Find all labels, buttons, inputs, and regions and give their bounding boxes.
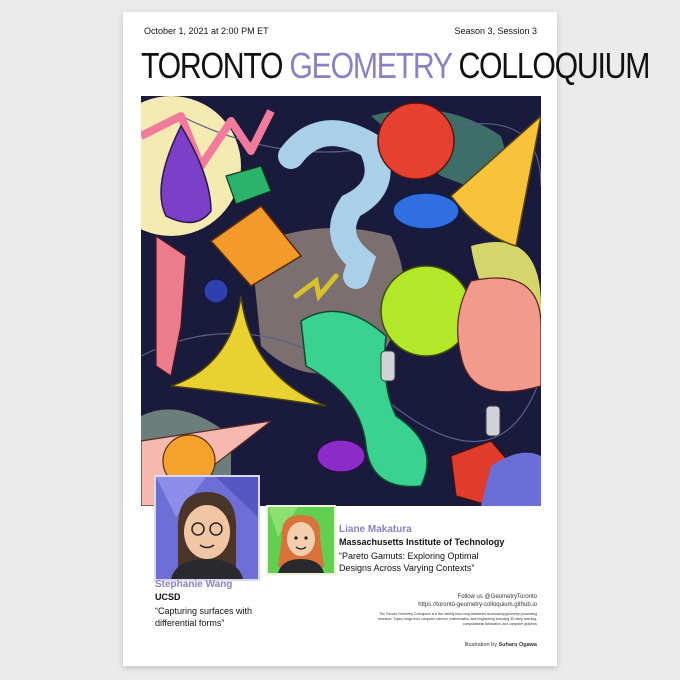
liane-makatura-portrait <box>266 505 336 575</box>
salmon-shell <box>458 278 541 392</box>
talk-line: Designs Across Varying Contexts” <box>339 563 475 573</box>
about-text: The Toronto Geometry Colloquium is a live weekly hour-long webseries showcasing geometry processing research. Topics range from computer science, mathematics, and engineering including 3D deep learning, computational fabrication, and computer graphics <box>378 612 537 626</box>
illustration-credit <box>367 642 537 648</box>
speaker-1-affiliation: UCSD <box>155 592 181 602</box>
speaker-2-name: Liane Makatura <box>339 524 412 535</box>
follow-info <box>367 593 537 609</box>
speaker-1-name: Stephanie Wang <box>155 579 233 590</box>
blue-cylinder <box>393 193 459 229</box>
robot <box>486 406 500 436</box>
purple-drum <box>317 440 365 472</box>
illustrator-name: Suharu Ogawa <box>498 642 537 648</box>
speaker-2-affiliation: Massachusetts Institute of Technology <box>339 537 505 547</box>
event-date: October 1, 2021 at 2:00 PM ET <box>144 26 269 36</box>
speaker-1-talk-title <box>155 605 252 629</box>
pink-ribbon <box>156 236 186 376</box>
talk-line: differential forms” <box>155 618 225 628</box>
red-sphere <box>378 103 454 179</box>
talk-line: “Capturing surfaces with <box>155 606 253 616</box>
website-link[interactable]: https://toronto-geometry-colloquium.github.io <box>418 602 537 608</box>
season-session: Season 3, Session 3 <box>454 26 537 36</box>
lime-dome <box>381 266 471 356</box>
credit-prefix: Illustration by <box>464 642 499 648</box>
geometry-illustration <box>141 96 541 506</box>
blue-polyhedron <box>204 279 228 303</box>
poster-title <box>141 44 650 88</box>
stephanie-wang-portrait <box>154 475 260 581</box>
title-colloquium: COLLOQUIUM <box>451 45 650 86</box>
talk-line: “Pareto Gamuts: Exploring Optimal <box>339 551 479 561</box>
title-geometry: GEOMETRY <box>289 45 452 86</box>
title-toronto: TORONTO <box>141 45 290 86</box>
speaker-2-talk-title <box>339 550 479 574</box>
robot <box>381 351 395 381</box>
twitter-handle: Follow us @GeometryToronto <box>457 594 537 600</box>
